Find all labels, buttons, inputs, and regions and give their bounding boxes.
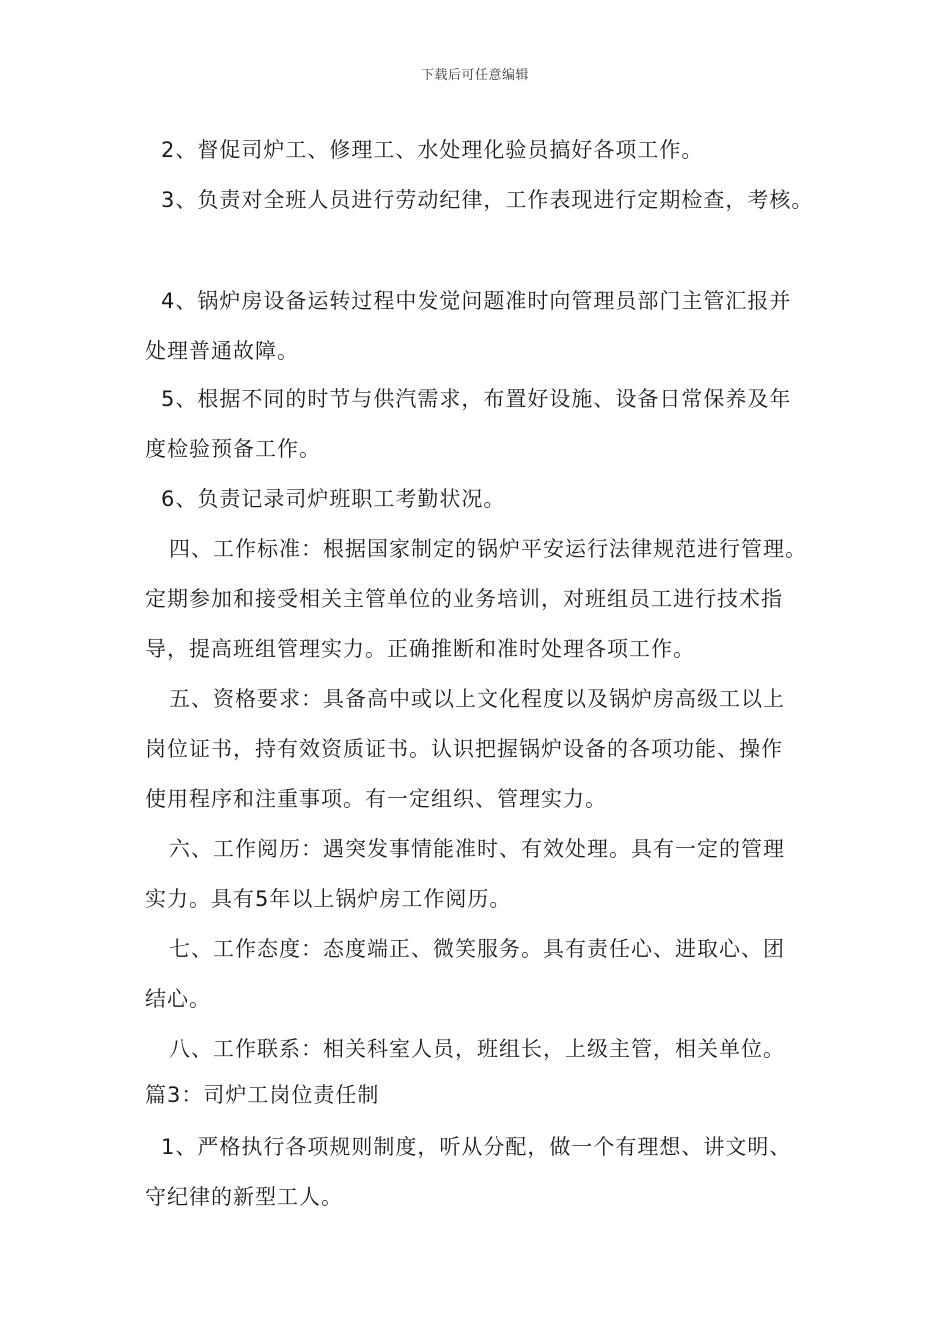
paragraph-line: 5、根据不同的时节与供汽需求，布置好设施、设备日常保养及年 xyxy=(161,387,792,411)
paragraph-line: 3、负责对全班人员进行劳动纪律，工作表现进行定期检查，考核。 xyxy=(161,188,814,212)
paragraph-line: 五、资格要求：具备高中或以上文化程度以及锅炉房高级工以上 xyxy=(169,687,785,711)
paragraph-line: 4、锅炉房设备运转过程中发觉问题准时向管理员部门主管汇报并 xyxy=(161,289,792,313)
paragraph-line: 六、工作阅历：遇突发事情能准时、有效处理。具有一定的管理 xyxy=(169,837,785,861)
paragraph-line: 度检验预备工作。 xyxy=(145,437,321,461)
paragraph-line: 导，提高班组管理实力。正确推断和准时处理各项工作。 xyxy=(145,637,695,661)
paragraph-line: 四、工作标准：根据国家制定的锅炉平安运行法律规范进行管理。 xyxy=(169,537,807,561)
paragraph-line: 1、严格执行各项规则制度，听从分配，做一个有理想、讲文明、 xyxy=(161,1135,792,1159)
paragraph-line: 实力。具有5年以上锅炉房工作阅历。 xyxy=(145,887,512,911)
page-header: 下载后可任意编辑 xyxy=(420,68,529,83)
paragraph-line: 八、工作联系：相关科室人员，班组长，上级主管，相关单位。 xyxy=(169,1037,785,1061)
paragraph-line: 结心。 xyxy=(145,987,211,1011)
paragraph-line: 岗位证书，持有效资质证书。认识把握锅炉设备的各项功能、操作 xyxy=(145,737,783,761)
section-heading: 篇3：司炉工岗位责任制 xyxy=(145,1083,380,1107)
paragraph-line: 2、督促司炉工、修理工、水处理化验员搞好各项工作。 xyxy=(161,138,704,162)
paragraph-line: 守纪律的新型工人。 xyxy=(145,1185,343,1209)
paragraph-line: 使用程序和注重事项。有一定组织、管理实力。 xyxy=(145,787,607,811)
paragraph-line: 七、工作态度：态度端正、微笑服务。具有责任心、进取心、团 xyxy=(169,937,785,961)
paragraph-line: 6、负责记录司炉班职工考勤状况。 xyxy=(161,487,506,511)
paragraph-line: 处理普通故障。 xyxy=(145,339,299,363)
paragraph-line: 定期参加和接受相关主管单位的业务培训，对班组员工进行技术指 xyxy=(145,587,783,611)
